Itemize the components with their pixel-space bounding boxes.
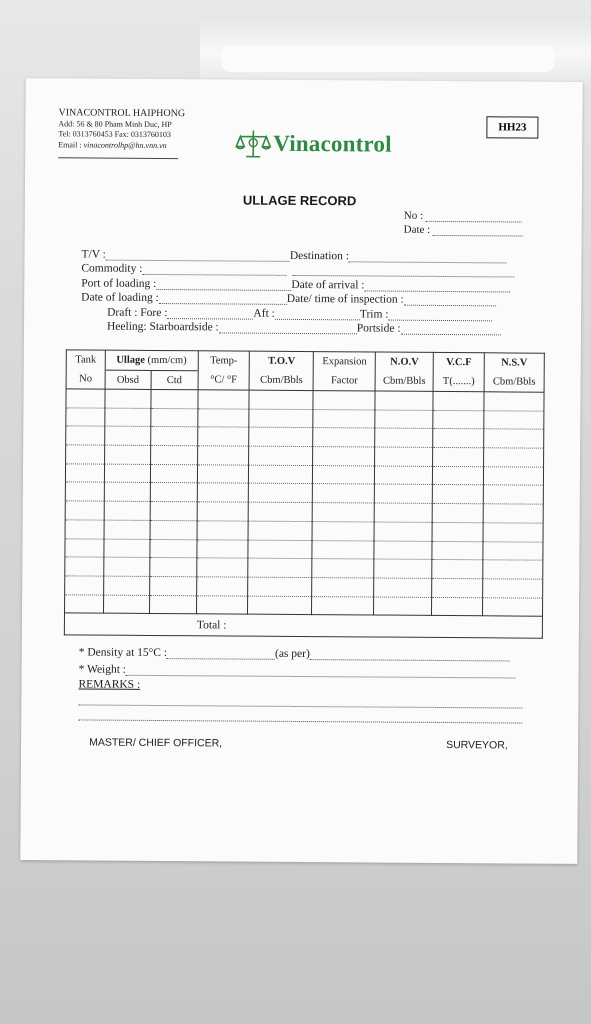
remarks-line-1[interactable] bbox=[78, 704, 522, 708]
table-cell[interactable] bbox=[432, 597, 483, 616]
table-cell[interactable] bbox=[65, 538, 104, 557]
table-cell[interactable] bbox=[105, 389, 151, 408]
table-cell[interactable] bbox=[432, 560, 483, 579]
remarks-label: REMARKS : bbox=[78, 678, 141, 691]
table-cell[interactable] bbox=[103, 595, 149, 614]
nsv-header: N.S.V bbox=[484, 353, 544, 373]
table-cell[interactable] bbox=[196, 539, 248, 558]
table-cell[interactable] bbox=[65, 464, 104, 483]
email-label: Email : bbox=[58, 139, 82, 149]
aft-label: Aft : bbox=[253, 307, 275, 320]
ceiling-light-bar bbox=[222, 46, 554, 72]
table-cell[interactable] bbox=[374, 597, 432, 616]
table-cell[interactable] bbox=[65, 557, 104, 576]
table-cell[interactable] bbox=[66, 426, 105, 445]
table-cell[interactable] bbox=[312, 596, 374, 615]
table-cell[interactable] bbox=[248, 596, 312, 615]
table-cell[interactable] bbox=[248, 540, 312, 559]
table-cell[interactable] bbox=[313, 428, 375, 447]
table-cell[interactable] bbox=[432, 578, 483, 597]
date-of-loading-label: Date of loading : bbox=[81, 291, 159, 304]
table-cell[interactable] bbox=[484, 392, 544, 411]
heeling-starboard-label: Heeling: Starboardside : bbox=[106, 320, 219, 334]
table-cell[interactable] bbox=[150, 483, 197, 502]
table-cell[interactable] bbox=[65, 520, 104, 539]
company-header bbox=[58, 108, 185, 151]
company-address: Add: 56 & 80 Pham Minh Duc, HP bbox=[58, 118, 172, 129]
density-row bbox=[79, 646, 510, 661]
table-cell[interactable] bbox=[151, 389, 198, 408]
date-of-loading-blank[interactable] bbox=[159, 303, 287, 305]
table-cell[interactable] bbox=[197, 483, 249, 502]
table-cell[interactable] bbox=[196, 558, 248, 577]
table-cell[interactable] bbox=[375, 466, 433, 485]
heeling-row bbox=[107, 321, 501, 336]
table-cell[interactable] bbox=[65, 501, 104, 520]
table-cell[interactable] bbox=[104, 539, 150, 558]
table-cell[interactable] bbox=[149, 595, 196, 614]
table-cell[interactable] bbox=[432, 541, 483, 560]
table-cell[interactable] bbox=[483, 541, 543, 560]
as-per-blank[interactable] bbox=[310, 659, 510, 661]
obsd-header: Obsd bbox=[105, 370, 151, 389]
table-cell[interactable] bbox=[433, 410, 484, 429]
table-cell[interactable] bbox=[483, 485, 543, 504]
port-of-loading-blank[interactable] bbox=[156, 289, 291, 291]
table-cell[interactable] bbox=[151, 408, 198, 427]
form-code-box: HH23 bbox=[486, 116, 538, 138]
ullage-header-label: Ullage bbox=[116, 354, 145, 366]
date-of-loading-row bbox=[81, 291, 496, 306]
no-blank[interactable] bbox=[426, 221, 522, 223]
table-cell[interactable] bbox=[375, 391, 433, 410]
table-cell[interactable] bbox=[484, 410, 544, 429]
table-cell[interactable] bbox=[374, 484, 432, 503]
table-cell[interactable] bbox=[104, 557, 150, 576]
density-blank[interactable] bbox=[167, 658, 275, 660]
table-cell[interactable] bbox=[249, 484, 313, 503]
table-cell[interactable] bbox=[312, 540, 374, 559]
ullage-header-unit: (mm/cm) bbox=[144, 354, 187, 367]
table-cell[interactable] bbox=[150, 427, 197, 446]
company-name: VINACONTROL HAIPHONG bbox=[58, 107, 186, 120]
trim-label: Trim : bbox=[359, 308, 389, 321]
table-cell[interactable] bbox=[105, 426, 151, 445]
table-cell[interactable] bbox=[374, 559, 432, 578]
date-time-inspection-label: Date/ time of inspection : bbox=[286, 292, 404, 306]
draft-row bbox=[107, 307, 493, 322]
table-cell[interactable] bbox=[104, 576, 150, 595]
tv-label: T/V : bbox=[81, 248, 106, 261]
port-of-loading-label: Port of loading : bbox=[81, 277, 157, 290]
expansion-header: Expansion bbox=[314, 352, 376, 372]
table-cell[interactable] bbox=[150, 464, 197, 483]
table-cell[interactable] bbox=[105, 408, 151, 427]
company-email: vinacontrolhp@hn.vnn.vn bbox=[83, 139, 167, 150]
header-rule bbox=[58, 157, 178, 159]
date-time-inspection-blank[interactable] bbox=[404, 305, 496, 307]
table-cell[interactable] bbox=[483, 579, 543, 598]
trim-blank[interactable] bbox=[388, 320, 492, 322]
table-cell[interactable] bbox=[104, 520, 150, 539]
temp-header: Temp- bbox=[198, 351, 250, 371]
table-cell[interactable] bbox=[65, 482, 104, 501]
table-cell[interactable] bbox=[313, 447, 375, 466]
table-cell[interactable] bbox=[374, 578, 432, 597]
destination-blank[interactable] bbox=[349, 261, 507, 263]
date-of-arrival-label: Date of arrival : bbox=[291, 278, 365, 292]
table-cell[interactable] bbox=[197, 465, 249, 484]
date-blank[interactable] bbox=[433, 235, 523, 237]
table-cell[interactable] bbox=[249, 428, 313, 447]
table-cell[interactable] bbox=[197, 502, 249, 521]
brand-name: Vinacontrol bbox=[273, 130, 392, 157]
ullage-header bbox=[105, 350, 198, 371]
tv-row bbox=[81, 248, 507, 263]
table-cell[interactable] bbox=[313, 465, 375, 484]
table-cell[interactable] bbox=[433, 429, 484, 448]
company-phone-fax: Tel: 0313760453 Fax: 0313760103 bbox=[58, 129, 171, 140]
table-cell[interactable] bbox=[375, 410, 433, 429]
table-cell[interactable] bbox=[248, 577, 312, 596]
table-cell[interactable] bbox=[150, 502, 197, 521]
tov-unit-header: Cbm/Bbls bbox=[250, 371, 314, 390]
destination-label: Destination : bbox=[289, 249, 350, 263]
nov-header: N.O.V bbox=[375, 352, 433, 372]
table-cell[interactable] bbox=[432, 522, 483, 541]
table-cell[interactable] bbox=[196, 577, 248, 596]
draft-fore-label: Draft : Fore : bbox=[107, 306, 168, 320]
table-cell[interactable] bbox=[312, 559, 374, 578]
table-cell[interactable] bbox=[249, 465, 313, 484]
table-cell[interactable] bbox=[483, 597, 543, 616]
tov-header: T.O.V bbox=[250, 351, 314, 371]
table-cell[interactable] bbox=[483, 504, 543, 523]
draft-fore-blank[interactable] bbox=[167, 318, 253, 320]
table-cell[interactable] bbox=[249, 446, 313, 465]
table-cell[interactable] bbox=[374, 503, 432, 522]
table-cell[interactable] bbox=[374, 522, 432, 541]
tank-no-header: No bbox=[66, 370, 105, 389]
commodity-row bbox=[81, 262, 514, 277]
table-cell[interactable] bbox=[66, 445, 105, 464]
table-cell[interactable] bbox=[375, 447, 433, 466]
weight-blank[interactable] bbox=[126, 675, 516, 679]
table-cell[interactable] bbox=[249, 502, 313, 521]
table-cell[interactable] bbox=[432, 485, 483, 504]
table-cell[interactable] bbox=[249, 409, 313, 428]
table-cell[interactable] bbox=[433, 391, 484, 410]
table-cell[interactable] bbox=[249, 390, 313, 409]
table-cell[interactable] bbox=[433, 466, 484, 485]
table-cell[interactable] bbox=[248, 558, 312, 577]
table-cell[interactable] bbox=[66, 408, 105, 427]
ullage-record-form bbox=[20, 78, 582, 864]
table-cell[interactable] bbox=[432, 504, 483, 523]
form-title: ULLAGE RECORD bbox=[242, 192, 357, 209]
no-field bbox=[404, 210, 522, 223]
date-field bbox=[404, 224, 523, 237]
table-cell[interactable] bbox=[104, 483, 150, 502]
scales-of-justice-icon bbox=[235, 128, 271, 160]
total-label: Total : bbox=[196, 619, 227, 632]
table-cell[interactable] bbox=[197, 408, 249, 427]
weight-label: * Weight : bbox=[78, 663, 127, 676]
table-cell[interactable] bbox=[150, 446, 197, 465]
as-per-label: (as per) bbox=[274, 647, 310, 661]
table-cell[interactable] bbox=[433, 447, 484, 466]
table-cell[interactable] bbox=[483, 467, 543, 486]
vinacontrol-logo bbox=[235, 128, 392, 161]
no-label: No : bbox=[403, 209, 424, 222]
table-cell[interactable] bbox=[374, 541, 432, 560]
portside-label: Portside : bbox=[356, 322, 401, 335]
table-cell[interactable] bbox=[104, 445, 150, 464]
commodity-blank[interactable] bbox=[142, 274, 286, 276]
commodity-label: Commodity : bbox=[81, 262, 143, 275]
table-cell[interactable] bbox=[150, 539, 197, 558]
table-cell[interactable] bbox=[65, 576, 104, 595]
total-cell bbox=[64, 613, 542, 638]
vcf-header: V.C.F bbox=[433, 352, 484, 372]
port-of-loading-row bbox=[81, 277, 510, 292]
table-cell[interactable] bbox=[483, 523, 543, 542]
table-cell[interactable] bbox=[197, 446, 249, 465]
table-cell[interactable] bbox=[312, 503, 374, 522]
table-cell[interactable] bbox=[149, 576, 196, 595]
table-cell[interactable] bbox=[483, 560, 543, 579]
table-cell[interactable] bbox=[313, 391, 375, 410]
portside-blank[interactable] bbox=[401, 334, 501, 336]
total-row bbox=[64, 613, 542, 638]
table-cell[interactable] bbox=[312, 521, 374, 540]
table-cell[interactable] bbox=[375, 428, 433, 447]
ullage-table bbox=[64, 349, 545, 639]
table-cell[interactable] bbox=[313, 484, 375, 503]
table-cell[interactable] bbox=[197, 521, 249, 540]
table-cell[interactable] bbox=[196, 595, 248, 614]
date-of-arrival-blank[interactable] bbox=[364, 290, 510, 292]
tv-blank[interactable] bbox=[106, 260, 290, 262]
table-cell[interactable] bbox=[198, 390, 250, 409]
remarks-line-2[interactable] bbox=[78, 719, 522, 723]
factor-header: Factor bbox=[313, 372, 375, 391]
weight-row bbox=[79, 663, 516, 678]
table-cell[interactable] bbox=[150, 558, 197, 577]
vcf-unit-header: T(.......) bbox=[433, 372, 484, 391]
company-email-row bbox=[58, 140, 185, 151]
table-cell[interactable] bbox=[248, 521, 312, 540]
table-cell[interactable] bbox=[312, 577, 374, 596]
table-cell[interactable] bbox=[484, 448, 544, 467]
temp-unit-header: °C/ °F bbox=[198, 371, 250, 390]
table-body bbox=[65, 389, 545, 617]
nsv-unit-header: Cbm/Bbls bbox=[484, 373, 544, 392]
table-cell[interactable] bbox=[484, 429, 544, 448]
table-cell[interactable] bbox=[104, 501, 150, 520]
commodity-blank-2[interactable] bbox=[292, 275, 514, 278]
table-cell[interactable] bbox=[66, 389, 105, 408]
nov-unit-header: Cbm/Bbls bbox=[375, 372, 433, 391]
aft-blank[interactable] bbox=[275, 319, 360, 321]
tank-header: Tank bbox=[66, 350, 105, 370]
table-cell[interactable] bbox=[197, 427, 249, 446]
table-cell[interactable] bbox=[104, 464, 150, 483]
surveyor-signature-label: SURVEYOR, bbox=[446, 739, 508, 752]
date-label: Date : bbox=[403, 223, 431, 236]
heeling-starboard-blank[interactable] bbox=[219, 332, 357, 334]
density-label: * Density at 15°C : bbox=[78, 646, 168, 660]
table-cell[interactable] bbox=[150, 520, 197, 539]
table-cell[interactable] bbox=[313, 409, 375, 428]
table-cell[interactable] bbox=[65, 594, 104, 613]
ctd-header: Ctd bbox=[151, 370, 198, 389]
master-signature-label: MASTER/ CHIEF OFFICER, bbox=[89, 736, 223, 750]
